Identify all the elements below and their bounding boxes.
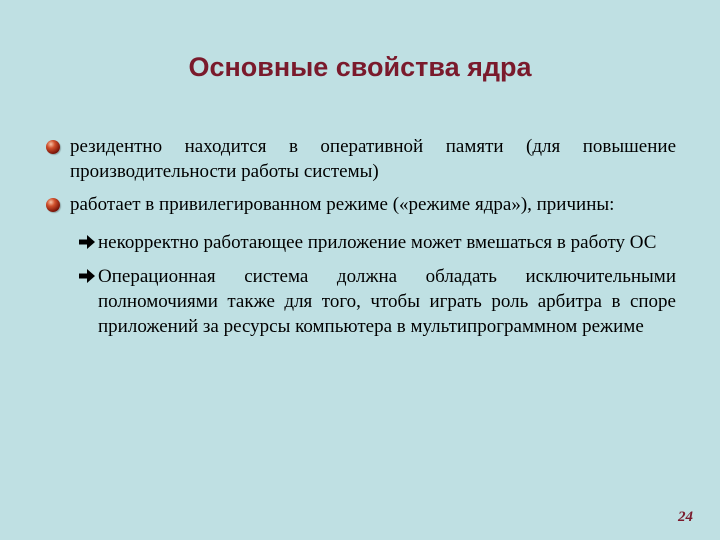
sub-bullet-text-2: Операционная система должна обладать исключительными полномочиями также для того, чтобы играть роль арбитра в споре приложений за ресурсы компьютера в мультипрограммном режиме	[98, 266, 676, 337]
slide-title: Основные свойства ядра	[188, 52, 532, 82]
bullet-item-1	[44, 134, 676, 184]
arrow-right-icon	[76, 230, 100, 256]
sub-bullet-text-1: некорректно работающее приложение может вмешаться в работу ОС	[98, 232, 657, 253]
bullet-item-2	[44, 192, 676, 222]
bullet-text-1: резидентно находится в оперативной памяти (для повышение производительности работы системы)	[70, 136, 676, 182]
bullet-text-2: работает в привилегированном режиме («режиме ядра»), причины:	[70, 194, 615, 215]
arrow-right-icon	[76, 264, 100, 290]
sub-bullet-item-1	[76, 230, 676, 256]
red-ball-bullet-icon	[44, 134, 70, 164]
page-number: 24	[678, 509, 693, 525]
slide-content	[44, 134, 676, 347]
sub-bullet-item-2	[76, 264, 676, 339]
red-ball-bullet-icon	[44, 192, 70, 222]
